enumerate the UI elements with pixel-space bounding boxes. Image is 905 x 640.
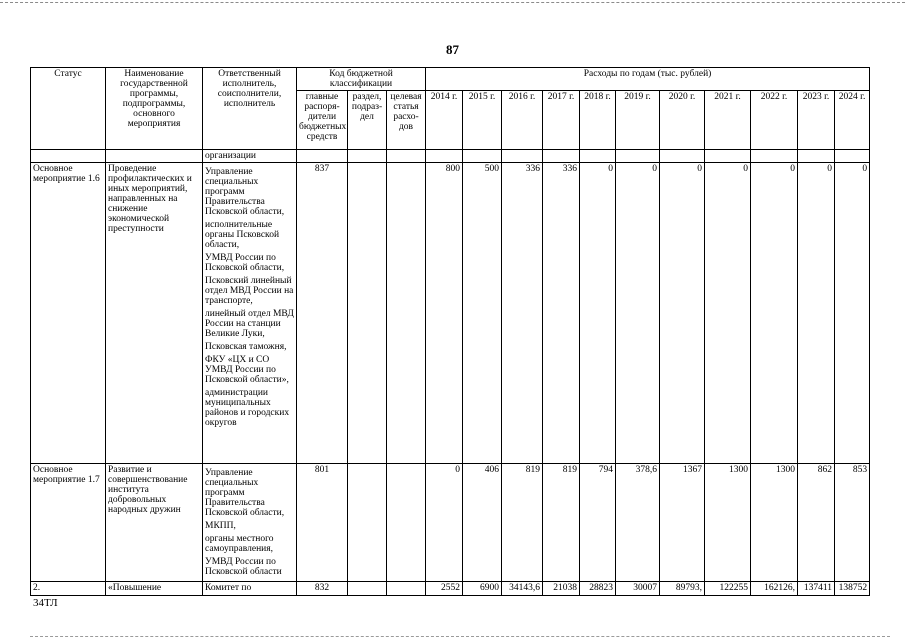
header-year: 2022 г. xyxy=(751,91,798,150)
row-value: 500 xyxy=(463,163,502,464)
header-name: Наименование государственной программы, подпрограммы, основного мероприятия xyxy=(106,68,203,150)
header-section: раздел, подраз-дел xyxy=(348,91,387,150)
header-row-1 xyxy=(31,68,870,91)
table-row xyxy=(31,582,870,596)
row-value: 378,6 xyxy=(616,464,660,582)
row-value: 34143,6 xyxy=(502,582,543,596)
row-value: 800 xyxy=(426,163,463,464)
row-name: Проведение профилактических и иных мероприятий, направленных на снижение экономической преступности xyxy=(106,163,203,464)
row-organizations xyxy=(203,582,297,596)
row-value: 28823 xyxy=(580,582,616,596)
row-grbs: 837 xyxy=(297,163,348,464)
header-article: целевая статья расхо-дов xyxy=(387,91,426,150)
row-value: 2552 xyxy=(426,582,463,596)
header-year: 2016 г. xyxy=(502,91,543,150)
row-value: 336 xyxy=(543,163,580,464)
row-value: 162126, xyxy=(751,582,798,596)
row-org: Управление специальных программ Правительства Псковской области, xyxy=(205,468,285,518)
header-expenses: Расходы по годам (тыс. рублей) xyxy=(426,68,870,91)
table-row xyxy=(31,464,870,582)
row-org: исполнительные органы Псковской области, xyxy=(205,220,280,250)
row-value: 137411 xyxy=(798,582,835,596)
row-org: Псковская таможня, xyxy=(205,342,287,352)
header-status: Статус xyxy=(31,68,106,150)
row-name: «Повышение xyxy=(106,582,203,596)
row-value: 0 xyxy=(835,163,870,464)
row-status: 2. xyxy=(31,582,106,596)
row-organizations xyxy=(203,464,297,582)
row-org: администрации муниципальных районов и городских округов xyxy=(205,388,290,428)
row-value: 6900 xyxy=(463,582,502,596)
row-org: Псковский линейный отдел МВД России на транспорте, xyxy=(205,276,294,306)
row-value: 819 xyxy=(543,464,580,582)
row-value: 0 xyxy=(751,163,798,464)
header-year: 2021 г. xyxy=(705,91,751,150)
row-value: 0 xyxy=(705,163,751,464)
continuation-row xyxy=(31,150,870,163)
row-value: 336 xyxy=(502,163,543,464)
row-org: органы местного самоуправления, xyxy=(205,534,274,554)
header-year: 2017 г. xyxy=(543,91,580,150)
header-grbs: главные распоря-дители бюджетных средств xyxy=(297,91,348,150)
row-org: УМВД России по Псковской области, xyxy=(205,253,285,273)
row-value: 0 xyxy=(580,163,616,464)
row-status: Основное мероприятие 1.6 xyxy=(31,163,106,464)
row-value: 794 xyxy=(580,464,616,582)
footer-code: 34ТЛ xyxy=(33,597,58,609)
page-number: 87 xyxy=(446,42,459,57)
row-value: 853 xyxy=(835,464,870,582)
header-year: 2024 г. xyxy=(835,91,870,150)
row-status: Основное мероприятие 1.7 xyxy=(31,464,106,582)
row-value: 21038 xyxy=(543,582,580,596)
header-year: 2019 г. xyxy=(616,91,660,150)
header-year: 2018 г. xyxy=(580,91,616,150)
row-value: 1367 xyxy=(660,464,705,582)
row-org: Управление специальных программ Правительства Псковской области, xyxy=(205,167,285,217)
header-budget-code: Код бюджетной классификации xyxy=(297,68,426,91)
row-value: 819 xyxy=(502,464,543,582)
row-organizations xyxy=(203,163,297,464)
row-value: 138752 xyxy=(835,582,870,596)
table-row xyxy=(31,163,870,464)
header-year: 2015 г. xyxy=(463,91,502,150)
continuation-text: организации xyxy=(203,150,297,163)
scan-edge-bottom xyxy=(30,636,890,637)
header-responsible: Ответственный исполнитель, соисполнители, исполнитель xyxy=(203,68,297,150)
row-value: 1300 xyxy=(751,464,798,582)
row-org: МКПП, xyxy=(205,521,236,531)
row-name: Развитие и совершенствование института добровольных народных дружин xyxy=(106,464,203,582)
row-value: 406 xyxy=(463,464,502,582)
row-value: 0 xyxy=(660,163,705,464)
row-value: 1300 xyxy=(705,464,751,582)
row-value: 0 xyxy=(798,163,835,464)
row-value: 122255 xyxy=(705,582,751,596)
budget-table xyxy=(30,67,870,596)
row-value: 89793, xyxy=(660,582,705,596)
row-org: линейный отдел МВД России на станции Великие Луки, xyxy=(205,309,294,339)
row-org: ФКУ «ЦХ и СО УМВД России по Псковской области», xyxy=(205,355,289,385)
header-year: 2014 г. xyxy=(426,91,463,150)
row-org: УМВД России по Псковской области xyxy=(205,557,282,577)
row-value: 0 xyxy=(426,464,463,582)
row-grbs: 832 xyxy=(297,582,348,596)
row-value: 862 xyxy=(798,464,835,582)
header-year: 2020 г. xyxy=(660,91,705,150)
header-year: 2023 г. xyxy=(798,91,835,150)
row-grbs: 801 xyxy=(297,464,348,582)
scan-edge-top xyxy=(0,2,905,3)
row-value: 0 xyxy=(616,163,660,464)
row-value: 30007 xyxy=(616,582,660,596)
row-org: Комитет по xyxy=(205,583,252,593)
